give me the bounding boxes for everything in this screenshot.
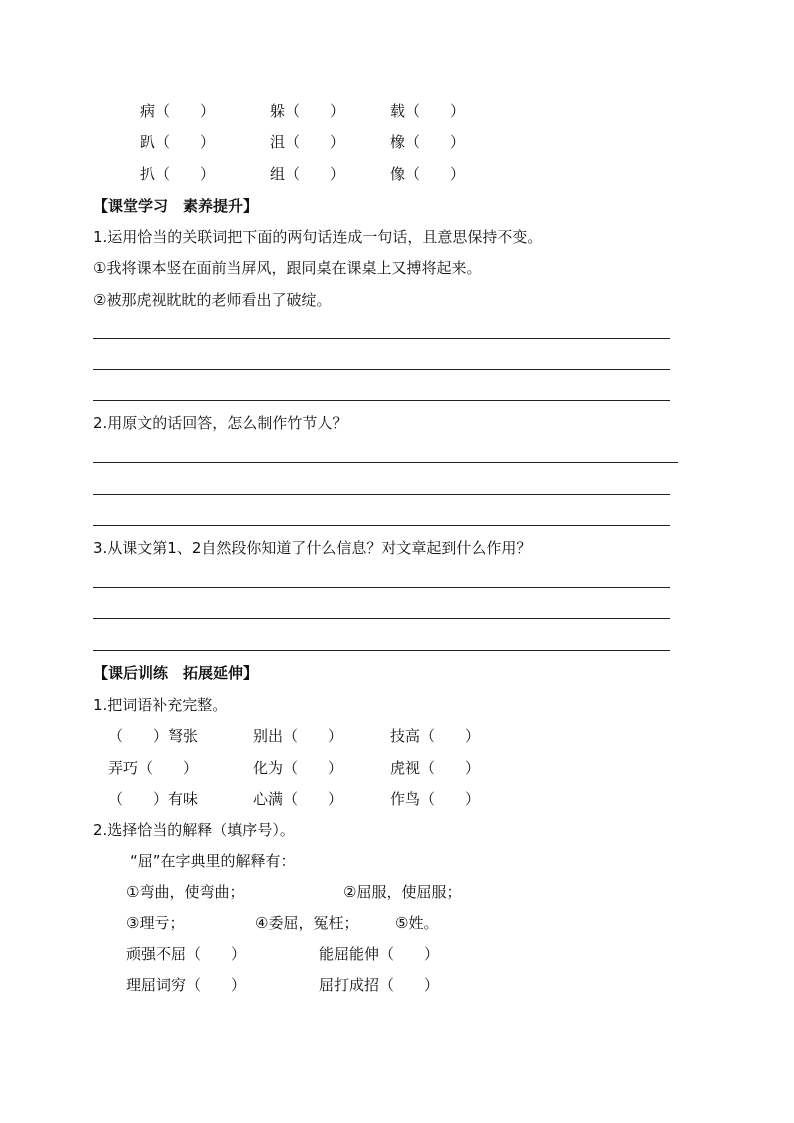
fill-item: 能屈能伸（ ） [319, 945, 440, 963]
definition: ①弯曲，使弯曲； [126, 883, 245, 901]
char-cell: 载（ ） [390, 102, 466, 120]
answer-line[interactable] [93, 587, 670, 588]
fill-item: 理屈词穷（ ） [126, 976, 247, 994]
answer-line[interactable] [93, 525, 670, 526]
sentence-2: ②被那虎视眈眈的老师看出了破绽。 [93, 291, 332, 309]
char-cell: 橡（ ） [390, 133, 466, 151]
idiom-cell: 虎视（ ） [390, 759, 481, 777]
question-prompt: 1.把词语补充完整。 [93, 696, 228, 714]
section-title: 【课后训练 拓展延伸】 [93, 664, 259, 682]
idiom-cell: 弄巧（ ） [108, 759, 199, 777]
answer-line[interactable] [93, 618, 670, 619]
idiom-cell: （ ）弩张 [108, 727, 199, 745]
definition: ③理亏； [126, 914, 185, 932]
answer-line[interactable] [93, 338, 670, 339]
definition: ②屈服，使屈服； [343, 883, 462, 901]
char-cell: 扒（ ） [140, 165, 216, 183]
question-prompt: 3.从课文第1、2自然段你知道了什么信息？对文章起到什么作用？ [93, 539, 532, 557]
definition: ⑤姓。 [395, 914, 439, 932]
answer-line[interactable] [93, 369, 670, 370]
definition-intro: “屈”在字典里的解释有： [130, 852, 296, 870]
char-cell: 沮（ ） [270, 133, 346, 151]
idiom-cell: 心满（ ） [253, 790, 344, 808]
question-prompt: 2.用原文的话回答，怎么制作竹节人？ [93, 414, 348, 432]
char-cell: 像（ ） [390, 165, 466, 183]
definition: ④委屈，冤枉； [255, 914, 359, 932]
answer-line[interactable] [93, 650, 670, 651]
answer-line[interactable] [93, 462, 678, 463]
sentence-1: ①我将课本竖在面前当屏风，跟同桌在课桌上又搏将起来。 [93, 259, 482, 277]
char-cell: 组（ ） [270, 165, 346, 183]
answer-line[interactable] [93, 494, 670, 495]
fill-item: 顽强不屈（ ） [126, 945, 247, 963]
char-cell: 趴（ ） [140, 133, 216, 151]
char-cell: 躲（ ） [270, 102, 346, 120]
question-prompt: 1.运用恰当的关联词把下面的两句话连成一句话，且意思保持不变。 [93, 228, 543, 246]
idiom-cell: 技高（ ） [390, 727, 481, 745]
fill-item: 屈打成招（ ） [319, 976, 440, 994]
section-title: 【课堂学习 素养提升】 [93, 197, 259, 215]
question-prompt: 2.选择恰当的解释（填序号）。 [93, 821, 295, 839]
idiom-cell: 化为（ ） [253, 759, 344, 777]
char-cell: 病（ ） [140, 102, 216, 120]
idiom-cell: （ ）有味 [108, 790, 199, 808]
idiom-cell: 别出（ ） [253, 727, 344, 745]
answer-line[interactable] [93, 400, 670, 401]
idiom-cell: 作鸟（ ） [390, 790, 481, 808]
